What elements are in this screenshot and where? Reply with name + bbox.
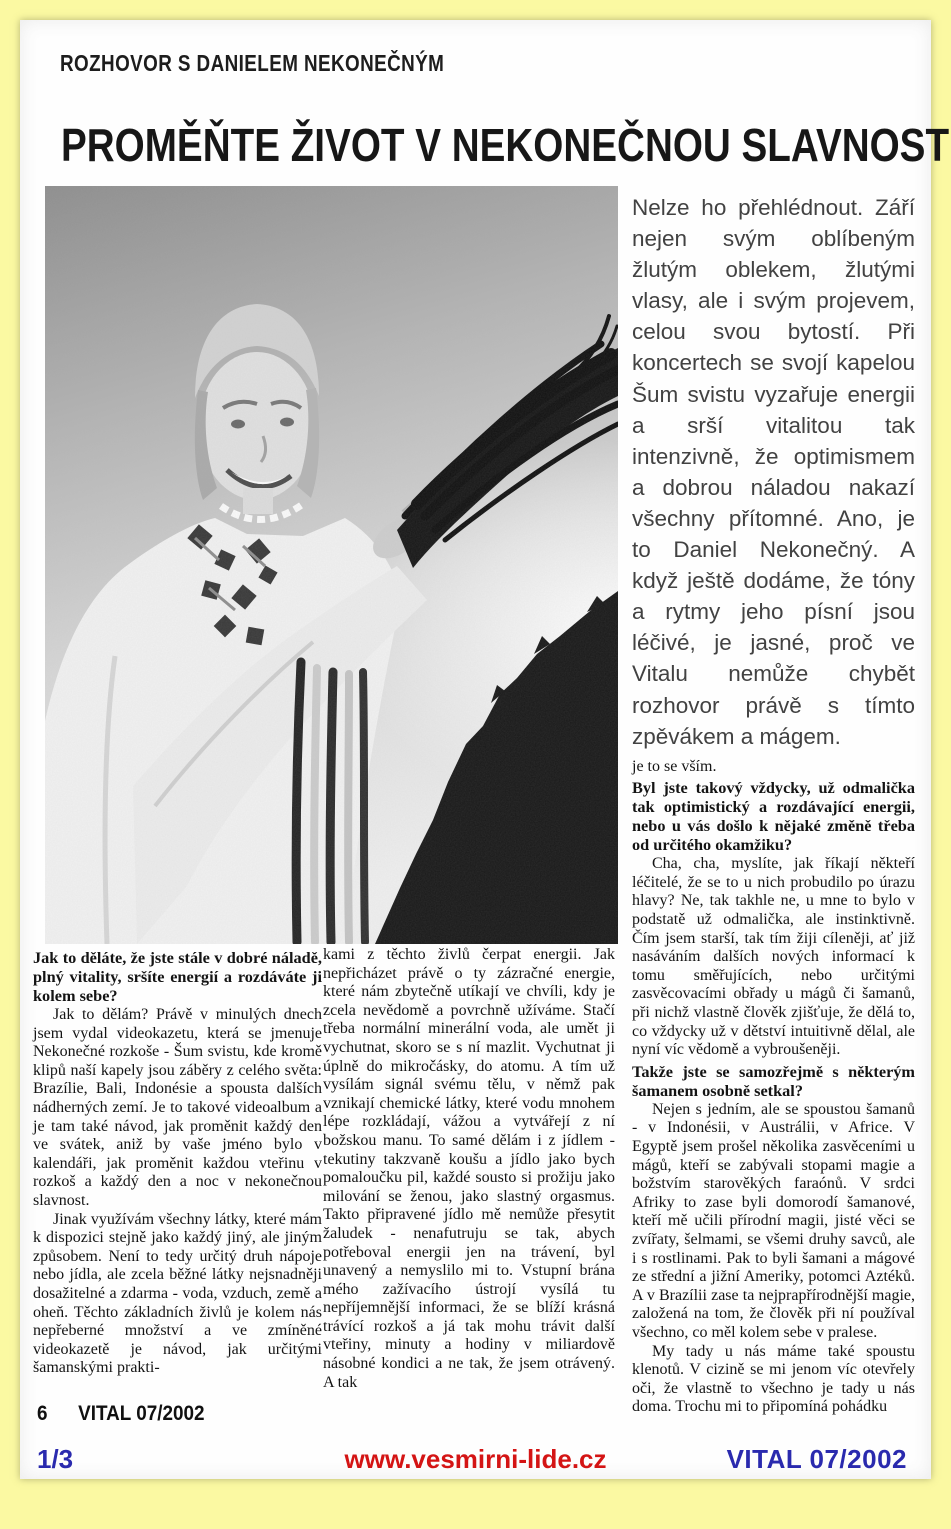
photo-illustration xyxy=(45,186,618,944)
middle-column-text xyxy=(323,946,615,1392)
page-footer xyxy=(37,1402,205,1426)
interview-question: Takže jste se samozřejmě s některým šamanem osobně setkal? xyxy=(632,1061,915,1100)
interview-answer: Jinak využívám všechny látky, které mám k dispozici stejně jako každý jiný, ale jiným způsobem. Není to tedy určitý druh nápoje nebo jídla, ale zcela běžné látky nejsnadněji dosažitelné a zdarma - voda, vzduch, země a oheň. Těchto základních živlů je kolem nás nepřeberné množství a ve zmíněné videokazetě je návod, jak určitými šamanskými prakti- xyxy=(33,1210,322,1377)
interview-answer: Cha, cha, myslíte, jak říkají někteří léčitelé, že se to u nich probudilo po úrazu hlavy? Ne, tak takhle ne, u mne to bylo v podstatě už odmalička, ale instinktivně. Čím jsem starší, tak tím žiji cíleněji, ať již nasáváním dalších nových informací k tomu směřujících, nebo určitými zasvěcovacími obřady u mágů či šamanů, při nichž vlastně člověk zjišťuje, že dělá to, co vždycky už v dětství intuitivně dělal, ale nyní víc vědomě a vybroušeněji. xyxy=(632,855,915,1059)
website-url: www.vesmirni-lide.cz xyxy=(344,1444,607,1474)
right-column xyxy=(632,192,915,1417)
right-column-text xyxy=(632,758,915,1417)
continuation-paragraph: kami z těchto živlů čerpat energii. Jak nepřicházet právě o ty zázračné energie, které nám zbytečně utíkají ve chvíli, kdy je zcela nevědomě a povrchně užíváme. Stačí třeba normální minerální voda, ale umět ji vychutnat, skoro se s ní mazlit. Vychutnat ji úplně do mikročásky, do atomu. A tím už vysílám signál svému tělu, v němž pak vznikají chemické látky, které vodu mnohem lépe rozkládají, vážou a vytvářejí z ní božskou manu. To samé dělám i z jídlem - tekutiny takzvaně koušu a jídlo jako bych pomaloučku pil, každé sousto si prožiju jako milování se ženou, jako slastný orgasmus. Takto připravené jídlo mě nemůže přesytit žaludek - nenafutruju se tak, abych potřeboval energii jen na trávení, byl unavený a nemyslilo mi to. Vstupní brána mého zažívacího ústrojí vysílá tu nepříjemnější informaci, že se blíží krásná trávící rozkoš a já tak mohu trávit další vteřiny, minuty a hodiny v miliardově násobné kondici a ne tak, že jsem otrávený. A tak xyxy=(323,946,615,1391)
scan-bottom-bar xyxy=(20,1444,931,1480)
interview-question: Jak to děláte, že jste stále v dobré náladě, plný vitality, sršíte energií a rozdáváte ji kolem sebe? xyxy=(33,948,322,1005)
scan-issue-label: VITAL 07/2002 xyxy=(726,1444,907,1474)
left-column-text xyxy=(33,946,322,1378)
page-number: 6 xyxy=(37,1402,48,1425)
article-kicker: ROZHOVOR S DANIELEM NEKONEČNÝM xyxy=(60,50,445,76)
magazine-page xyxy=(20,20,950,1479)
issue-label: VITAL 07/2002 xyxy=(78,1402,205,1425)
interview-answer: My tady u nás máme také spoustu klenotů. V cizině se mi jenom víc otevřely oči, že vlastně to všechno je tady u nás doma. Trochu mi to připomíná pohádku xyxy=(632,1342,915,1416)
interview-question: Byl jste takový vždycky, už odmalička tak optimistický a rozdávající energii, nebo u vás došlo k nějaké změně třeba od určitého okamžiku? xyxy=(632,778,915,855)
daniel-nekonecny-photo xyxy=(45,186,618,944)
intro-paragraph: Nelze ho přehlédnout. Září nejen svým oblíbeným žlutým oblekem, žlutými vlasy, ale i svým projevem, celou svou bytostí. Při koncertech se svojí kapelou Šum svistu vyzařuje energii a srší vitalitou tak intenzivně, že optimismem a dobrou náladou nakazí všechny přítomné. Ano, je to Daniel Nekonečný. A když ještě dodáme, že tóny a rytmy jeho písní jsou léčivé, je jasné, proč ve Vitalu nemůže chybět rozhovor právě s tímto zpěvákem a mágem. xyxy=(632,195,915,749)
continuation-line: je to se vším. xyxy=(632,757,717,775)
interview-answer: Nejen s jedním, ale se spoustou šamanů - v Indonésii, v Austrálii, v Africe. V Egyptě jsem prošel několika zasvěceními u mágů, kteří se zabývali stopami magie a božstvím starověkých faraónů. V srdci Afriky to zase byli domorodí šamanové, kteří mě učili přírodní magii, jisté věci se zvířaty, šelmami, se všemi druhy savců, ale i s rostlinami. Pak to byli šamani a mágové ze střední a jižní Ameriky, potomci Aztéků. A v Brazílii zase ta nejprapřírodnější magie, založená na tom, že člověk při ní používal všechno, co měl kolem sebe v pralese. xyxy=(632,1100,915,1341)
article-title: PROMĚŇTE ŽIVOT V NEKONEČNOU SLAVNOST xyxy=(61,119,950,171)
interview-answer: Jak to dělám? Právě v minulých dnech jsem vydal videokazetu, která se jmenuje Nekonečné rozkoše - Šum svistu, kde kromě klipů naší kapely jsou záběry z celého světa: Brazílie, Bali, Indonésie a spousta dalších nádherných zemí. Je to takové videoalbum a je tam také návod, jak proměnit každý den ve svátek, aniž by vaše jméno bylo v kalendáři, jak proměnit každou vteřinu v rozkoš a každý den a noc v nekonečnou slavnost. xyxy=(33,1006,322,1209)
scan-page-indicator: 1/3 xyxy=(37,1444,74,1474)
